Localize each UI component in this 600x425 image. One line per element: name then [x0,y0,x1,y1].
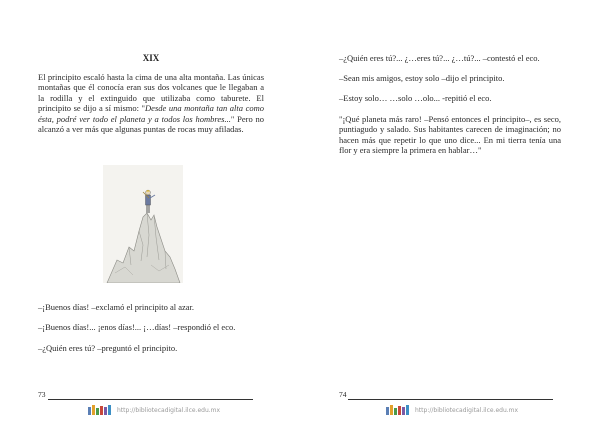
mountain-illustration [103,165,183,283]
right-page [300,0,600,425]
paragraph-text: " Pero no alcanzó a ver más que algunas puntas de rocas muy afiladas. [38,113,264,135]
page-number: 74 [339,390,347,399]
paragraph-text: El principito escaló hasta la cima de una alta montaña. Las únicas montañas que él conocía eran sus dos volcanes que le llegaban a la rodilla y el extinguido que utilizaba como taburete. El principito se dijo a sí mismo: " [38,72,264,114]
dialogue-line: –¡Buenos días!... ¡enos días!... ¡…días! –respondió el eco. [38,322,236,332]
dialogue-line: –¿Quién eres tú? –preguntó el principito. [38,343,178,353]
paragraph: "¡Qué planeta más raro! –Pensó entonces el principito–, es seco, puntiagudo y salado. Sus habitantes carecen de imaginación; no hacen más que repetir lo que uno dice... En mi tierra tenía una flor y era siempre la primera en hablar…" [339,114,561,156]
footer [88,404,220,416]
chapter-title: XIX [142,53,160,63]
library-logo-icon [88,405,111,415]
footer-url-link[interactable]: http://bibliotecadigital.ilce.edu.mx [415,406,519,414]
dialogue-line: –¿Quién eres tú?... ¿…eres tú?... ¿…tú?... –contestó el eco. [339,53,540,63]
library-logo-icon [386,405,409,415]
footer-url-link[interactable]: http://bibliotecadigital.ilce.edu.mx [117,406,221,414]
footer-rule [348,399,553,400]
dialogue-line: –Sean mis amigos, estoy solo –dijo el principito. [339,73,505,83]
dialogue-line: –Estoy solo… …solo …olo... -repitió el eco. [339,93,492,103]
footer [386,404,518,416]
dialogue-line: –¡Buenos días! –exclamó el principito al azar. [38,302,195,312]
page-number: 73 [38,390,46,399]
paragraph [38,72,264,134]
quote-text: Desde una montaña tan alta como ésta, podré ver todo el planeta y a todos los hombres... [38,103,264,124]
footer-rule [48,399,253,400]
